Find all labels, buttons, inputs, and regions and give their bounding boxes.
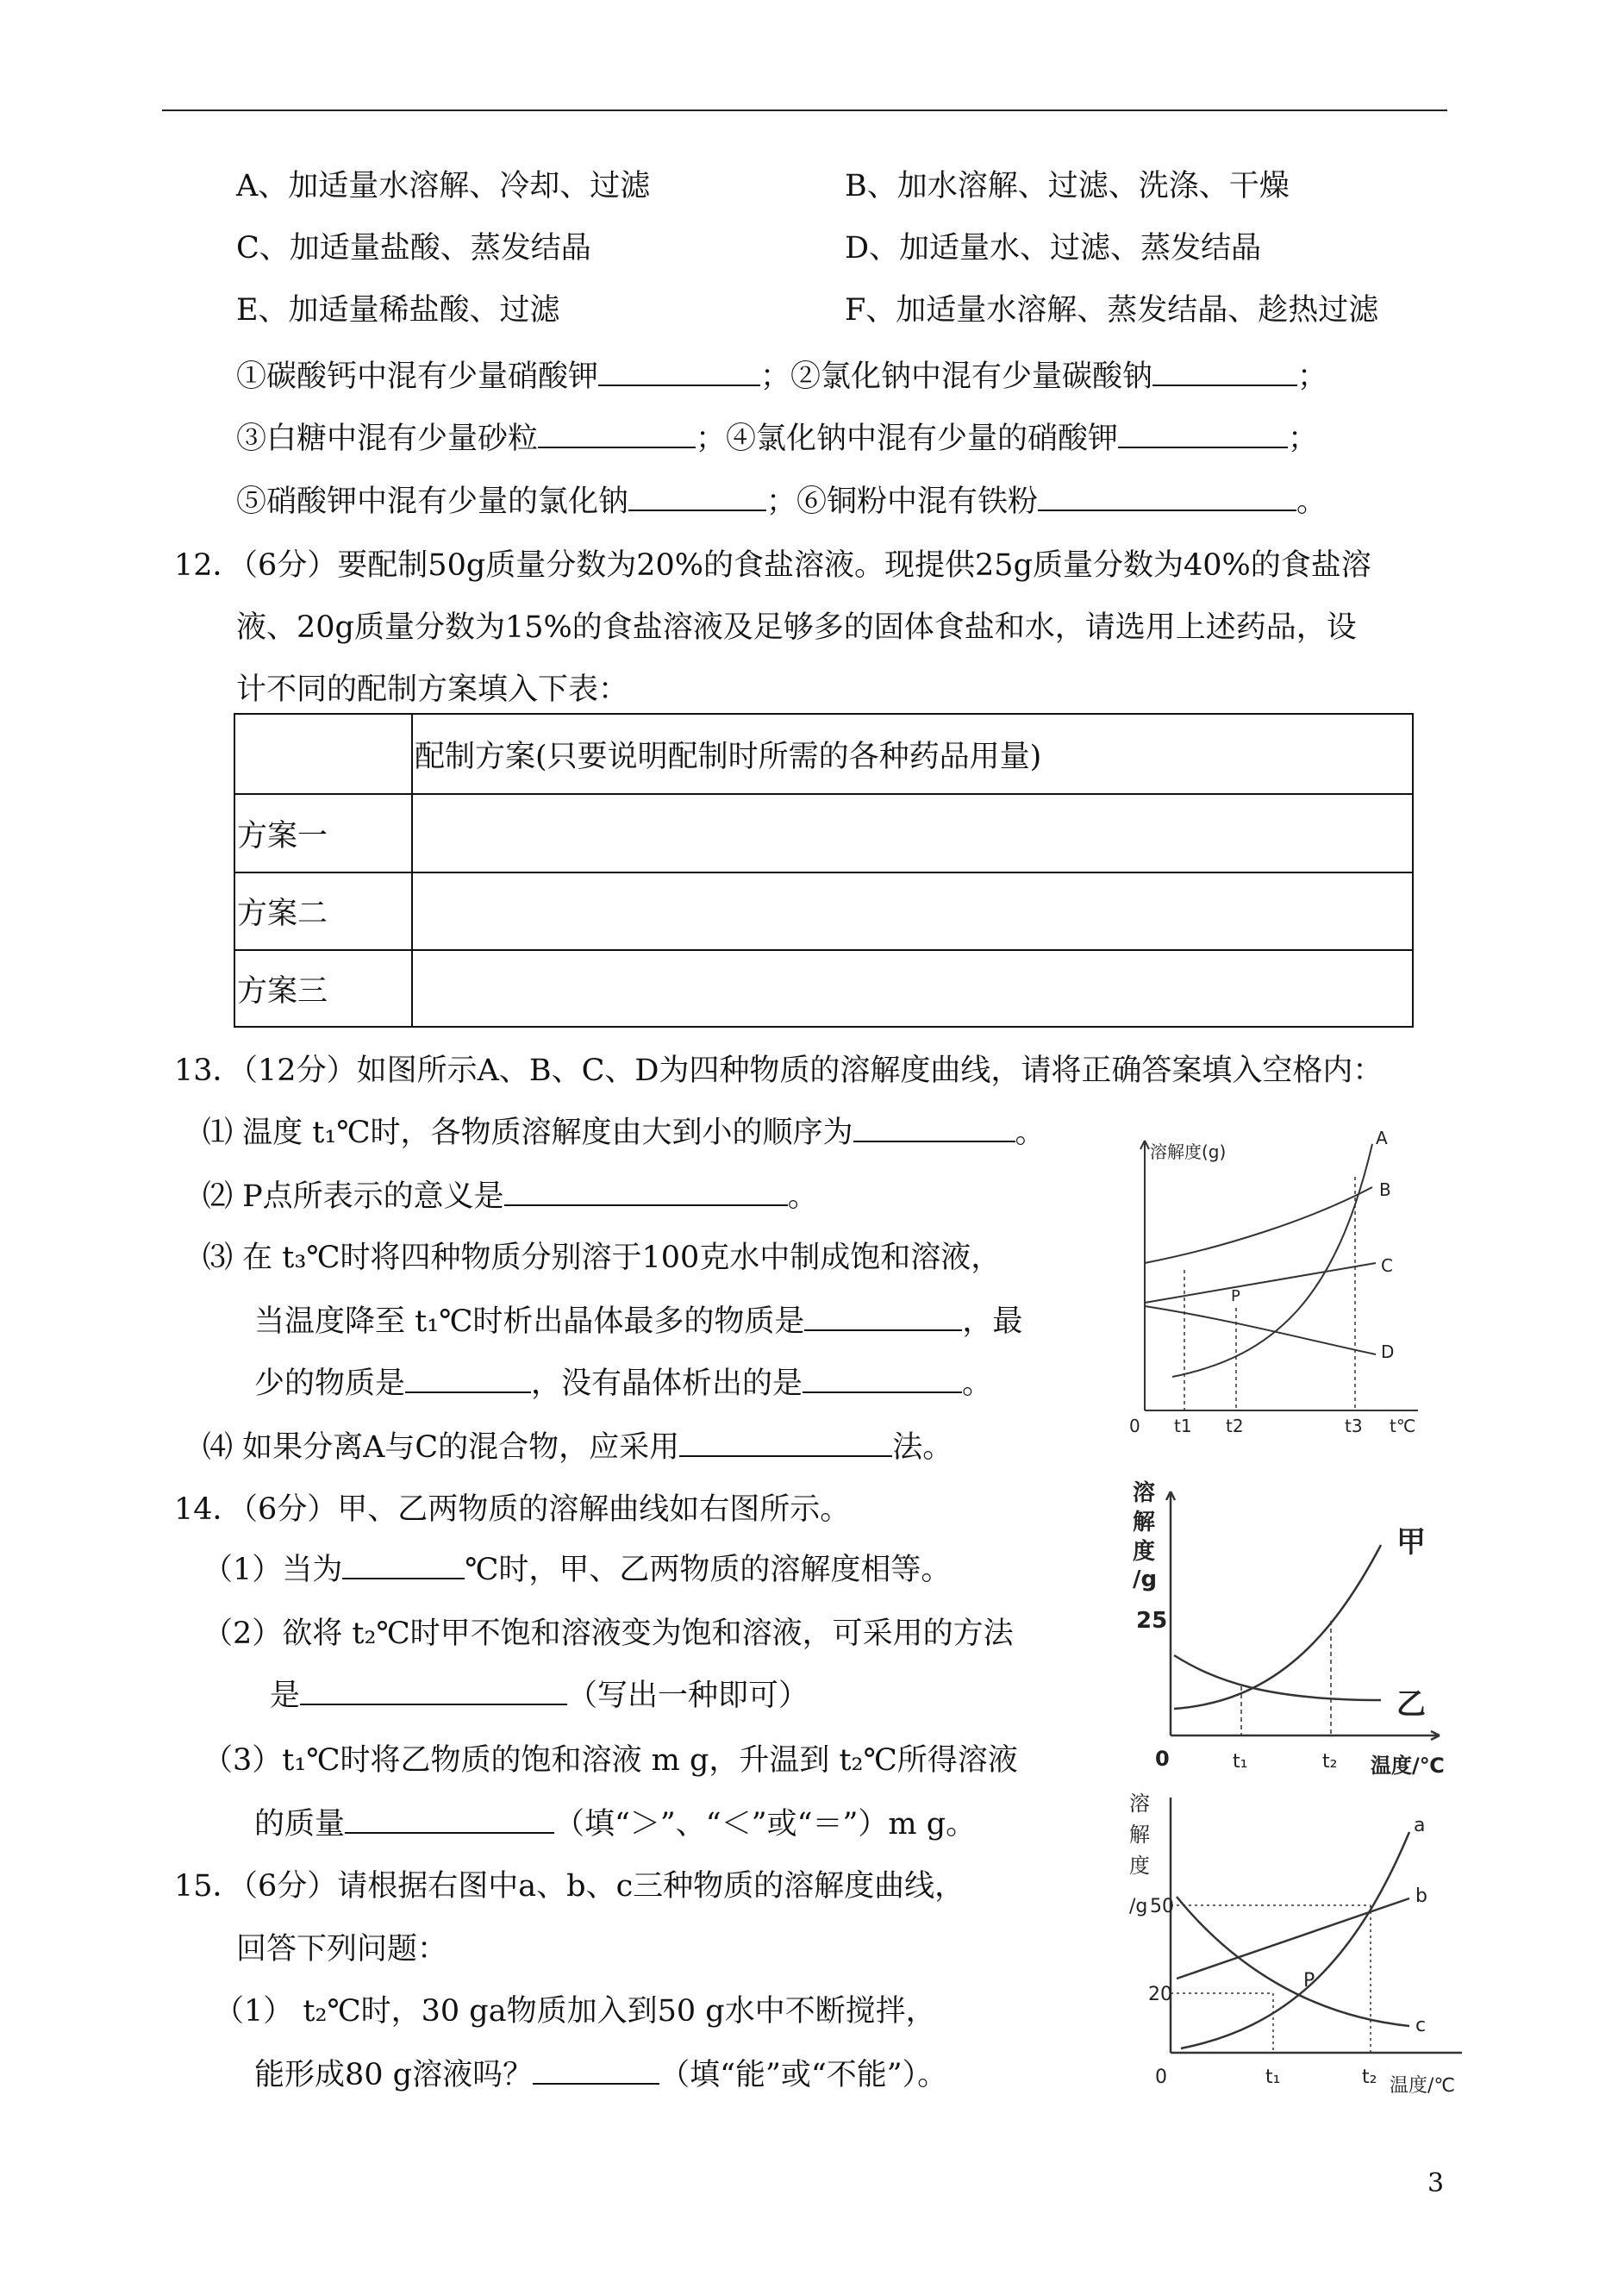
q13-part-1-text: ⑴ 温度 t₁℃时，各物质溶解度由大到小的顺序为 [203, 1116, 853, 1150]
q14-part-2b [270, 1677, 809, 1715]
curve-a [1181, 1832, 1409, 2048]
curve-jia [1174, 1545, 1381, 1709]
q13-part-3c-mid: ，没有晶体析出的是 [531, 1366, 803, 1401]
y-axis-label: 溶解度(g) [1150, 1141, 1227, 1162]
answer-blank[interactable] [405, 1366, 531, 1393]
q14-part-2b-text: 是 [270, 1679, 301, 1713]
curve-a [1172, 1144, 1372, 1377]
q11-line-items-1-2 [236, 358, 1327, 396]
curve-c [1145, 1263, 1376, 1303]
y-label-char: 解 [1129, 1823, 1150, 1847]
punctuation: 。 [962, 1366, 993, 1401]
q15-part-1b-text: 能形成80 g溶液吗？ [254, 2058, 534, 2092]
tick-t1: t1 [1174, 1416, 1192, 1436]
answer-blank[interactable] [1038, 484, 1296, 511]
answer-blank[interactable] [300, 1678, 567, 1705]
answer-blank[interactable] [1118, 421, 1288, 448]
tick-25: 25 [1136, 1608, 1168, 1634]
q13-solubility-figure [1121, 1125, 1431, 1457]
q13-part-3c [254, 1365, 992, 1403]
q11-option-c: C、加适量盐酸、蒸发结晶 [236, 231, 591, 266]
q14-part-2a: （2）欲将 t₂℃时甲不饱和溶液变为饱和溶液，可采用的方法 [203, 1617, 1014, 1651]
curve-label-c: c [1415, 2015, 1427, 2036]
answer-blank[interactable] [679, 1429, 892, 1457]
curve-b [1177, 1898, 1409, 1979]
curve-label-c: C [1381, 1255, 1393, 1276]
tick-t1: t₁ [1265, 2067, 1281, 2088]
page-number: 3 [1427, 2168, 1445, 2198]
y-label-char: 溶 [1129, 1792, 1150, 1816]
header-rule [162, 109, 1447, 111]
q15-line-1: 15．（6分）请根据右图中a、b、c三种物质的溶解度曲线， [174, 1869, 965, 1904]
table-row-label: 方案三 [234, 950, 412, 1027]
punctuation: ； [1297, 360, 1328, 394]
point-p-label: P [1303, 1970, 1315, 1992]
q15-part-1a: （1） t₂℃时，30 ga物质加入到50 g水中不断搅拌， [214, 1994, 936, 2029]
tick-t3: t3 [1345, 1416, 1363, 1436]
table-header-cell: 配制方案(只要说明配制时所需的各种药品用量) [412, 714, 1413, 794]
q11-line-items-5-6 [236, 483, 1327, 521]
tick-t2: t2 [1226, 1416, 1244, 1436]
y-label-unit: /g [1129, 1896, 1148, 1917]
curve-label-jia: 甲 [1396, 1525, 1426, 1560]
q14-line-1: 14．（6分）甲、乙两物质的溶解曲线如右图所示。 [174, 1492, 851, 1527]
q15-part-1b-end: （填“能”或“不能”）。 [659, 2058, 948, 2092]
q15-line-2: 回答下列问题： [236, 1932, 448, 1967]
q11-item-2: ；②氯化钠中混有少量碳酸钠 [760, 360, 1153, 394]
q14-part-3b-text: 的质量 [254, 1807, 346, 1842]
q13-part-1 [203, 1114, 1046, 1152]
y-label-char: 溶 [1133, 1480, 1156, 1506]
answer-blank[interactable] [345, 1806, 554, 1834]
table-answer-cell[interactable] [412, 872, 1413, 950]
q11-item-1: ①碳酸钙中混有少量硝酸钾 [236, 360, 599, 394]
q14-part-3a: （3）t₁℃时将乙物质的饱和溶液 m g，升温到 t₂℃所得溶液 [203, 1743, 1018, 1778]
point-p-label: P [1231, 1287, 1240, 1305]
q11-item-6: ；⑥铜粉中混有铁粉 [766, 485, 1039, 519]
q11-option-b: B、加水溶解、过滤、洗涤、干燥 [845, 169, 1290, 203]
q13-part-3b [254, 1303, 1022, 1341]
answer-blank[interactable] [1152, 359, 1297, 386]
curve-label-a: a [1414, 1815, 1426, 1836]
curve-yi [1174, 1655, 1381, 1700]
tick-t2: t₂ [1362, 2067, 1377, 2088]
origin-label: 0 [1155, 1747, 1170, 1771]
q13-line-1: 13．（12分）如图所示A、B、C、D为四种物质的溶解度曲线，请将正确答案填入空格内： [174, 1054, 1384, 1088]
q14-part-1-end: ℃时，甲、乙两物质的溶解度相等。 [465, 1553, 952, 1587]
answer-blank[interactable] [803, 1366, 962, 1393]
curve-label-yi: 乙 [1396, 1687, 1426, 1722]
punctuation: 。 [1296, 485, 1327, 519]
answer-blank[interactable] [628, 484, 766, 511]
y-label-unit: /g [1133, 1566, 1158, 1592]
curve-label-d: D [1381, 1341, 1395, 1362]
q11-line-items-3-4 [236, 420, 1318, 458]
q15-part-1b [254, 2056, 947, 2094]
q14-part-1-text: （1）当为 [203, 1553, 343, 1587]
table-answer-cell[interactable] [412, 794, 1413, 872]
q13-part-3b-end: ，最 [962, 1304, 1023, 1339]
x-axis-label: t℃ [1390, 1416, 1416, 1436]
x-axis-label: 温度/℃ [1371, 1754, 1445, 1778]
answer-blank[interactable] [342, 1552, 465, 1579]
q11-option-a: A、加适量水溶解、冷却、过滤 [236, 169, 651, 203]
answer-blank[interactable] [538, 421, 696, 448]
q12-line-2: 液、20g质量分数为15%的食盐溶液及足够多的固体食盐和水，请选用上述药品，设 [236, 610, 1357, 645]
q11-item-4: ；④氯化钠中混有少量的硝酸钾 [696, 422, 1119, 456]
table-row-label: 方案一 [234, 794, 412, 872]
q13-part-2 [203, 1178, 818, 1216]
q14-part-1 [203, 1551, 951, 1589]
table-answer-cell[interactable] [412, 950, 1413, 1027]
q13-part-4 [203, 1429, 953, 1466]
q13-part-3a: ⑶ 在 t₃℃时将四种物质分别溶于100克水中制成饱和溶液， [203, 1241, 1002, 1275]
q13-part-3b-text: 当温度降至 t₁℃时析出晶体最多的物质是 [254, 1304, 805, 1339]
y-label-char: 度 [1129, 1854, 1150, 1878]
answer-blank[interactable] [853, 1115, 1015, 1142]
tick-t1: t₁ [1233, 1751, 1248, 1773]
q11-option-d: D、加适量水、过滤、蒸发结晶 [845, 231, 1262, 266]
origin-label: 0 [1129, 1416, 1140, 1436]
q13-part-4-end: 法。 [892, 1430, 953, 1465]
curve-label-b: b [1415, 1885, 1427, 1907]
q11-item-3: ③白糖中混有少量砂粒 [236, 422, 539, 456]
tick-20: 20 [1148, 1984, 1172, 2005]
q12-line-3: 计不同的配制方案填入下表： [236, 672, 629, 707]
curve-label-b: B [1379, 1179, 1391, 1200]
q15-solubility-figure [1112, 1793, 1491, 2104]
y-label-char: 解 [1133, 1510, 1156, 1535]
q12-plan-table [234, 713, 1414, 1028]
table-row-label: 方案二 [234, 872, 412, 950]
answer-blank[interactable] [598, 359, 760, 386]
curve-d [1145, 1306, 1376, 1354]
punctuation: ； [1288, 422, 1319, 456]
curve-label-a: A [1376, 1128, 1388, 1148]
q11-option-e: E、加适量稀盐酸、过滤 [236, 293, 560, 328]
q14-part-2b-end: （写出一种即可） [567, 1679, 809, 1713]
q14-solubility-figure [1112, 1474, 1474, 1785]
q13-part-4-text: ⑷ 如果分离A与C的混合物，应采用 [203, 1430, 680, 1465]
punctuation: 。 [787, 1179, 818, 1214]
tick-50: 50 [1150, 1896, 1174, 1917]
curve-b [1145, 1187, 1372, 1263]
q11-option-f: F、加适量水溶解、蒸发结晶、趁热过滤 [845, 293, 1379, 328]
q14-part-3b [254, 1805, 976, 1843]
origin-label: 0 [1155, 2067, 1167, 2088]
y-label-char: 度 [1133, 1539, 1156, 1565]
answer-blank[interactable] [804, 1304, 962, 1331]
q13-part-2-text: ⑵ P点所表示的意义是 [203, 1179, 504, 1214]
q11-item-5: ⑤硝酸钾中混有少量的氯化钠 [236, 485, 629, 519]
answer-blank[interactable] [504, 1179, 788, 1206]
x-axis-label: 温度/℃ [1390, 2075, 1456, 2097]
q14-part-3b-end: （填“＞”、“＜”或“＝”）m g。 [554, 1807, 977, 1842]
answer-blank[interactable] [533, 2057, 659, 2085]
table-corner-cell [234, 714, 412, 794]
punctuation: 。 [1015, 1116, 1046, 1150]
q13-part-3c-text: 少的物质是 [254, 1366, 406, 1401]
curve-c [1177, 1897, 1409, 2026]
tick-t2: t₂ [1322, 1751, 1338, 1773]
q12-line-1: 12．（6分）要配制50g质量分数为20%的食盐溶液。现提供25g质量分数为40%的食盐溶 [174, 548, 1371, 583]
